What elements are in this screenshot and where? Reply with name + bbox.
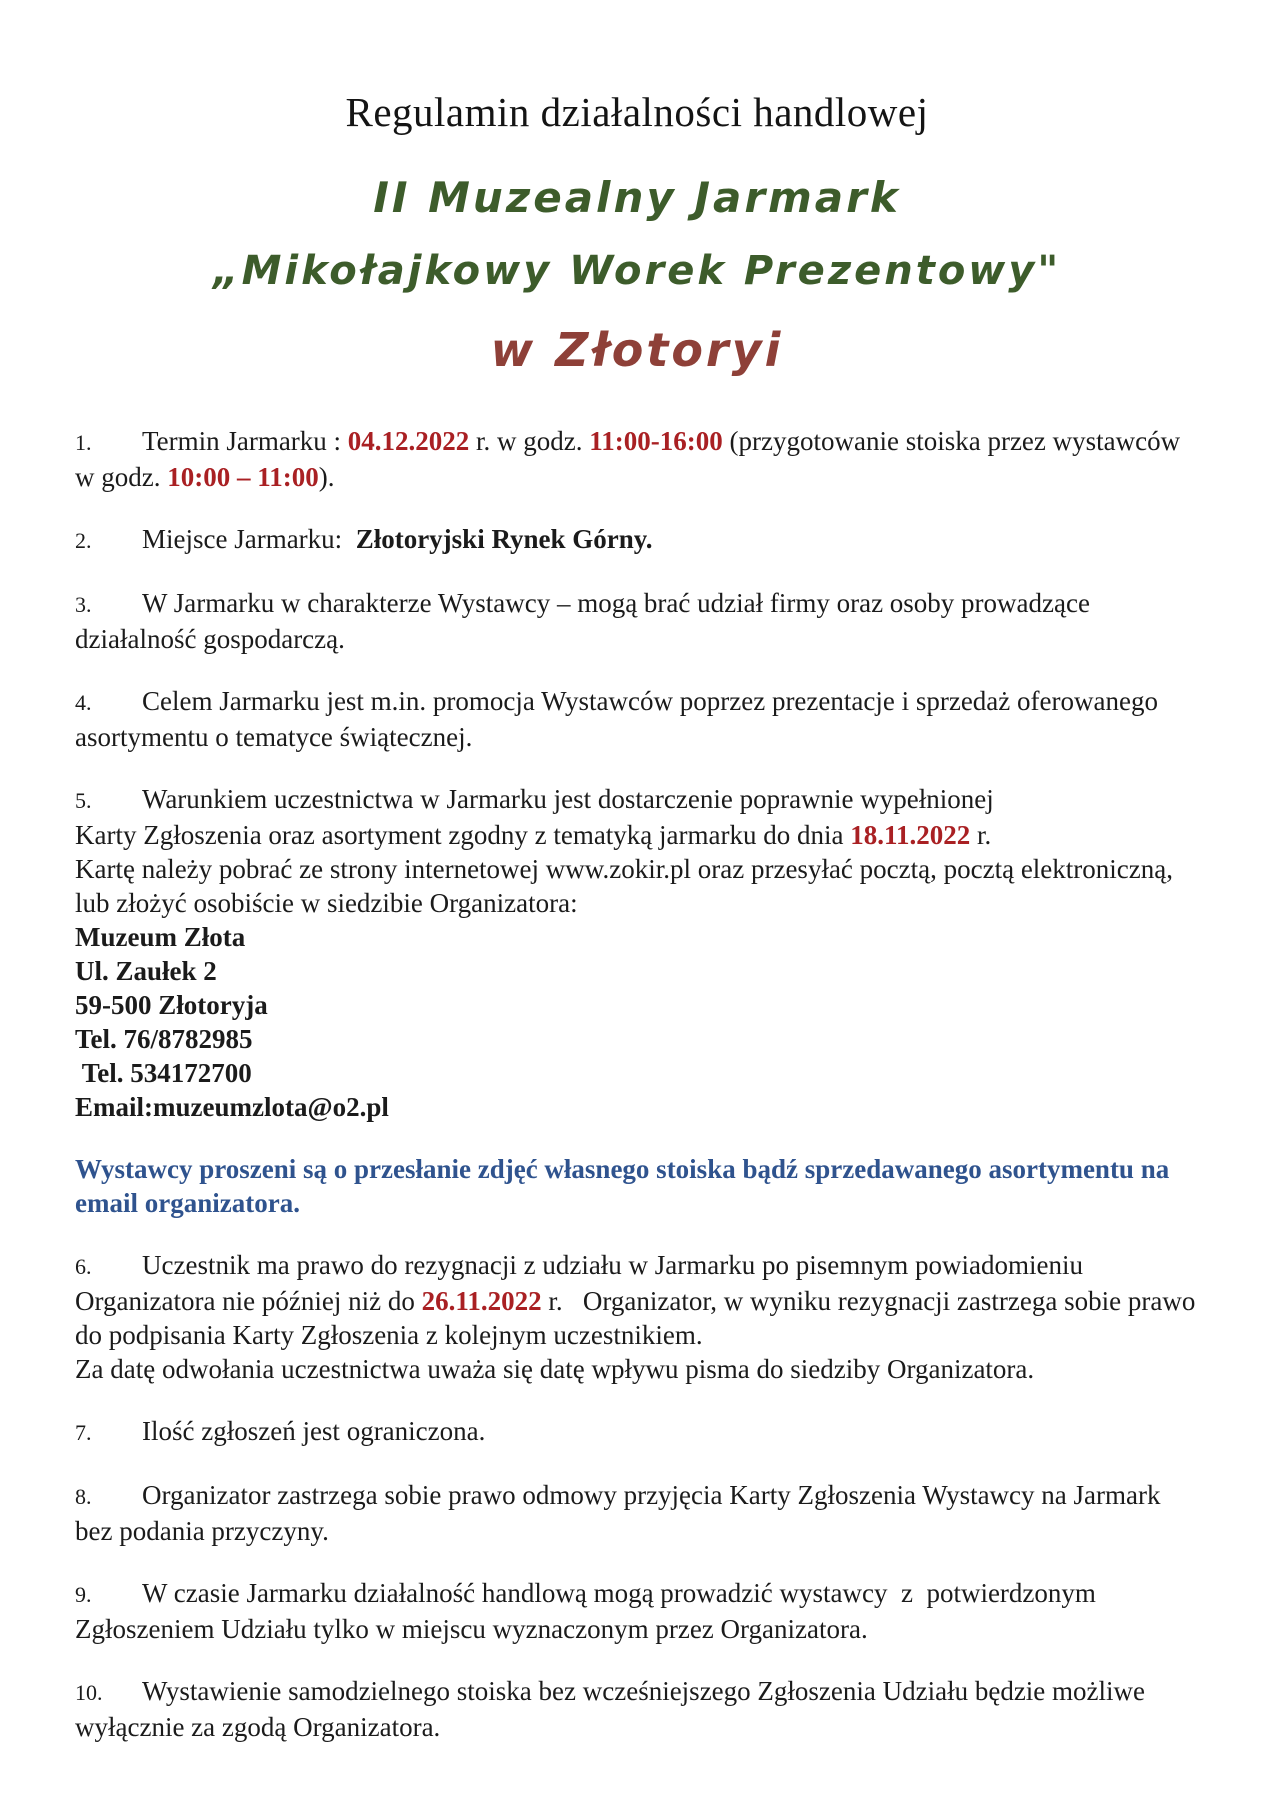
text-run: Złotoryjski Rynek Górny. xyxy=(355,524,653,554)
list-number: 7. xyxy=(75,1420,92,1445)
list-number: 4. xyxy=(75,690,92,715)
text-run: Za datę odwołania uczestnictwa uważa się datę wpływu pisma do siedziby Organizatora. xyxy=(75,1354,1035,1384)
highlighted-date: 26.11.2022 xyxy=(421,1286,542,1316)
numbered-paragraph xyxy=(75,1414,1199,1450)
text-run: r. Organizator, w wyniku rezygnacji zastrzega sobie prawo do podpisania Karty Zgłoszenia z kolejnym uczestnikiem. xyxy=(75,1286,1203,1350)
text-run: Miejsce Jarmarku: xyxy=(142,524,356,554)
text-run: Muzeum Złota xyxy=(75,922,246,952)
document-body xyxy=(75,424,1203,1744)
highlighted-date: 18.11.2022 xyxy=(850,820,971,850)
numbered-paragraph xyxy=(75,1674,1199,1744)
text-run: Celem Jarmarku jest m.in. promocja Wystawców poprzez prezentacje i sprzedaż oferowanego asortymentu o tematyce świątecznej. xyxy=(75,686,1165,752)
list-number: 2. xyxy=(75,528,92,553)
text-run: Karty Zgłoszenia oraz asortyment zgodny z tematyką jarmarku do dnia xyxy=(75,820,851,850)
text-run: ). xyxy=(318,462,335,492)
text-run: Termin Jarmarku : xyxy=(142,426,348,456)
numbered-paragraph xyxy=(75,1576,1199,1646)
numbered-paragraph xyxy=(75,1248,1203,1386)
text-run: Wystawcy proszeni są o przesłanie zdjęć własnego stoiska bądź sprzedawanego asortymentu na email organizatora. xyxy=(75,1154,1176,1218)
highlighted-date: 11:00-16:00 xyxy=(589,426,723,456)
document-title: Regulamin działalności handlowej xyxy=(345,89,929,135)
numbered-paragraph xyxy=(75,586,1199,656)
text-run: r. w godz. xyxy=(469,426,590,456)
list-number: 8. xyxy=(75,1484,92,1509)
highlighted-date: 10:00 – 11:00 xyxy=(167,462,319,492)
text-run: Ilość zgłoszeń jest ograniczona. xyxy=(142,1416,486,1446)
highlighted-date: 04.12.2022 xyxy=(347,426,470,456)
numbered-paragraph xyxy=(75,684,1199,754)
list-number: 3. xyxy=(75,592,92,617)
list-number: 10. xyxy=(75,1680,103,1705)
text-run: W czasie Jarmarku działalność handlową mogą prowadzić wystawcy z potwierdzonym Zgłoszeniem Udziału tylko w miejscu wyznaczonym przez Organizatora. xyxy=(75,1578,1103,1644)
text-run: Warunkiem uczestnictwa w Jarmarku jest dostarczenie poprawnie wypełnionej xyxy=(142,784,994,814)
text-run: r. xyxy=(970,820,992,850)
text-run: Kartę należy pobrać ze strony internetowej www.zokir.pl oraz przesyłać pocztą, pocztą elektroniczną, lub złożyć osobiście w siedzibie Organizatora: xyxy=(75,854,1180,918)
event-title-line1: II Muzealny Jarmark xyxy=(373,173,901,222)
text-run: 59-500 Złotoryja xyxy=(75,990,268,1020)
text-run: Organizator zastrzega sobie prawo odmowy przyjęcia Karty Zgłoszenia Wystawcy na Jarmark bez podania przyczyny. xyxy=(75,1480,1168,1546)
text-run: W Jarmarku w charakterze Wystawcy – mogą brać udział firmy oraz osoby prowadzące działalność gospodarczą. xyxy=(75,588,1097,654)
paragraph xyxy=(75,1152,1199,1220)
text-run: Uczestnik ma prawo do rezygnacji z udziału w Jarmarku po pisemnym powiadomieniu Organizatora nie później niż do xyxy=(75,1250,1090,1316)
text-run: Wystawienie samodzielnego stoiska bez wcześniejszego Zgłoszenia Udziału będzie możliwe wyłącznie za zgodą Organizatora. xyxy=(75,1676,1152,1742)
numbered-paragraph xyxy=(75,782,1199,1124)
text-run: Tel. 76/8782985 xyxy=(75,1024,253,1054)
numbered-paragraph xyxy=(75,522,1199,558)
text-run: Email:muzeumzlota@o2.pl xyxy=(75,1092,389,1122)
list-number: 1. xyxy=(75,430,92,455)
text-run: Ul. Zaułek 2 xyxy=(75,956,217,986)
text-run: (przygotowanie stoiska przez wystawców w godz. xyxy=(75,426,1187,492)
numbered-paragraph xyxy=(75,424,1199,494)
text-run: Tel. 534172700 xyxy=(75,1058,252,1088)
numbered-paragraph xyxy=(75,1478,1199,1548)
list-number: 5. xyxy=(75,788,92,813)
event-location: w Złotoryi xyxy=(490,323,784,377)
event-title-line2: „Mikołajkowy Worek Prezentowy" xyxy=(212,248,1062,294)
list-number: 6. xyxy=(75,1254,92,1279)
list-number: 9. xyxy=(75,1582,92,1607)
